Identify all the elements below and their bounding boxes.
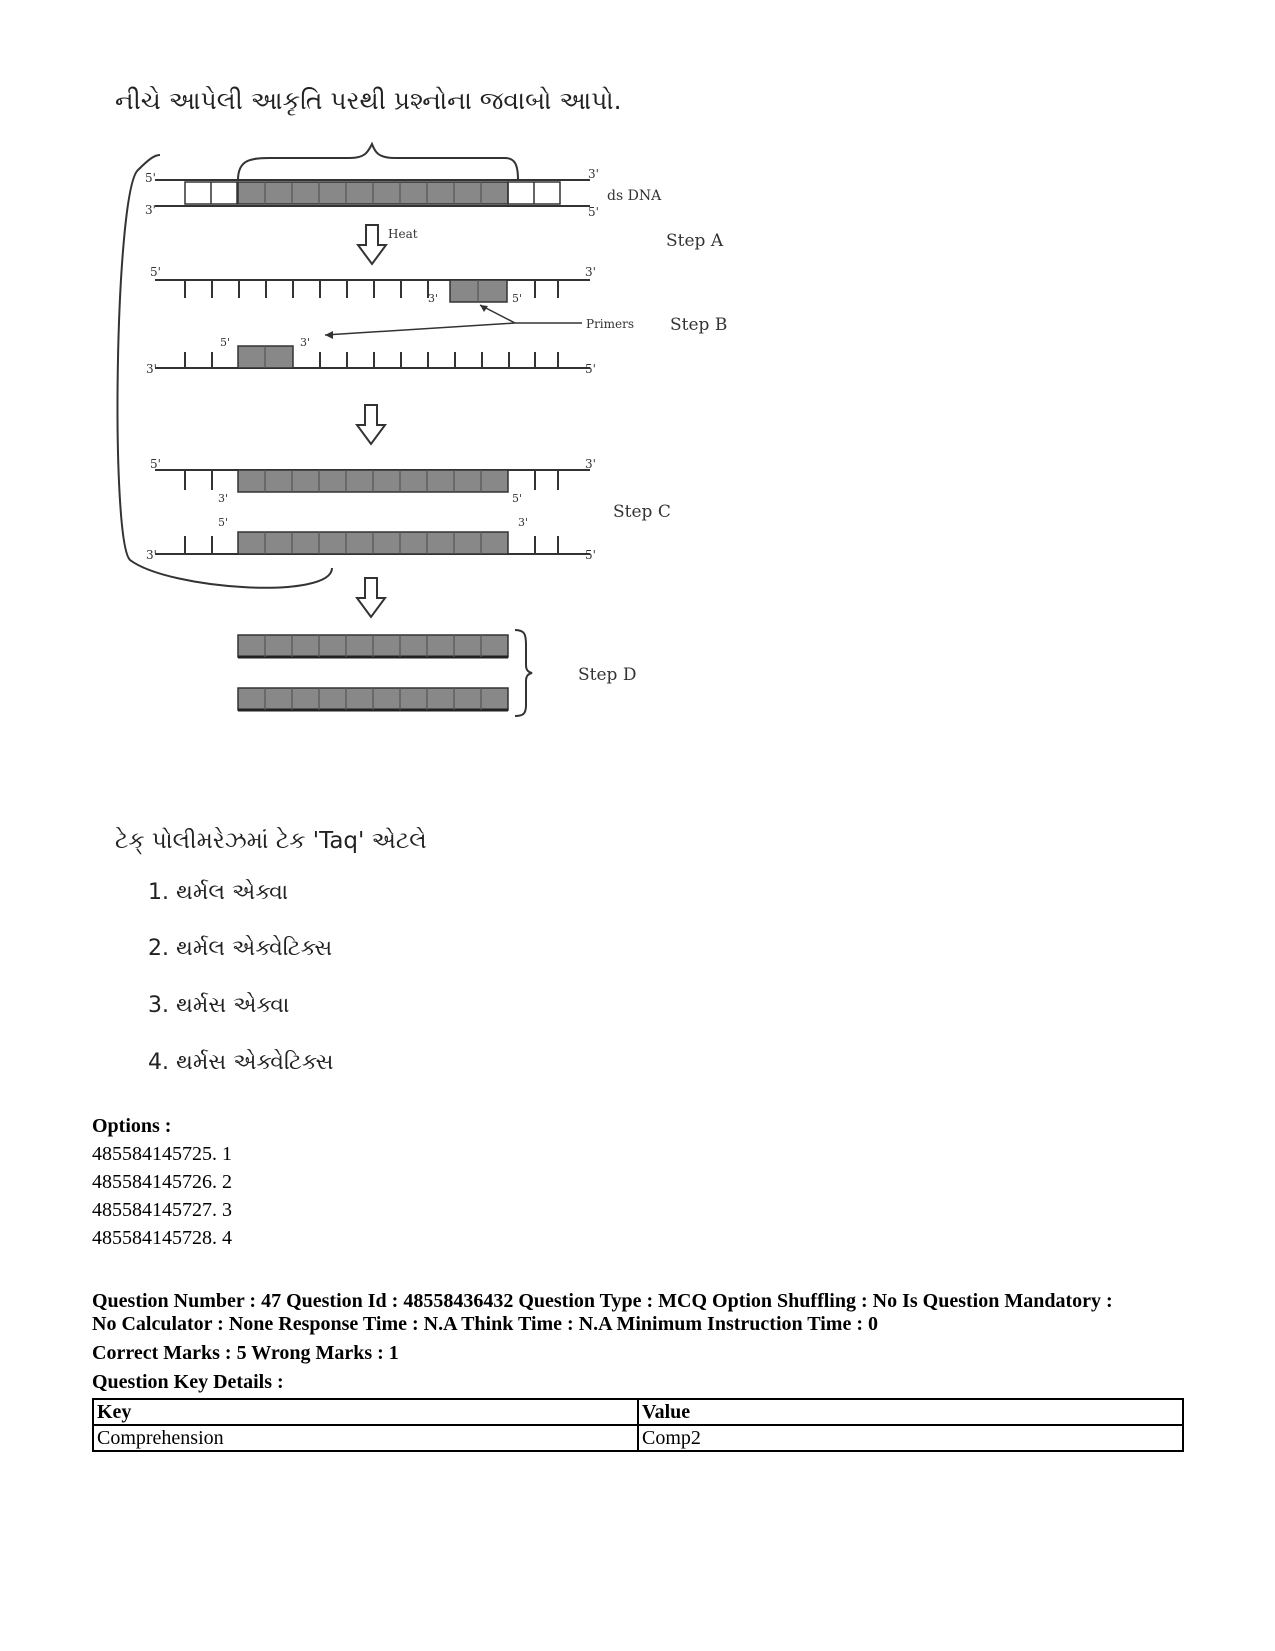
label-5prime-c2: 5' <box>585 362 596 376</box>
label-3prime-d2: 3' <box>218 492 229 505</box>
table-row <box>93 1425 1183 1451</box>
question-meta <box>92 1290 1202 1394</box>
option-item: 485584145726. 2 <box>92 1171 232 1193</box>
label-3prime-a2: 3' <box>588 167 599 181</box>
step-b-label: Step B <box>670 315 728 335</box>
meta-line-1: Question Number : 47 Question Id : 48558436432 Question Type : MCQ Option Shuffling : No Is Question Mandatory : <box>92 1290 1113 1312</box>
top-brace <box>238 144 518 180</box>
option-item: 485584145725. 1 <box>92 1143 232 1165</box>
choice-1: 1. થર્મલ એક્વા <box>148 880 289 905</box>
label-3prime-c2: 3' <box>146 362 157 376</box>
down-arrow-icon-2 <box>357 578 385 617</box>
heat-label: Heat <box>388 227 418 241</box>
choice-4: 4. થર્મસ એક્વેટિક્સ <box>148 1050 334 1075</box>
step-c-lower-strand <box>155 532 590 554</box>
marks-line: Correct Marks : 5 Wrong Marks : 1 <box>92 1342 399 1364</box>
option-item: 485584145727. 3 <box>92 1199 232 1221</box>
single-strand-bottom <box>155 346 590 368</box>
label-5prime-c: 5' <box>220 336 231 349</box>
label-5prime-d2: 5' <box>512 492 523 505</box>
label-3prime-e: 3' <box>518 516 529 529</box>
label-5prime-d: 5' <box>150 457 161 471</box>
options-label: Options : <box>92 1115 172 1137</box>
step-c-label: Step C <box>613 502 671 522</box>
label-3prime-f: 3' <box>146 548 157 562</box>
label-3prime-primer: 3' <box>428 292 439 305</box>
label-5prime-b: 5' <box>150 265 161 279</box>
options-block <box>92 1112 232 1252</box>
step-a-label: Step A <box>666 231 724 251</box>
label-5prime-f: 5' <box>585 548 596 562</box>
label-3prime-c: 3' <box>300 336 311 349</box>
label-3prime-d: 3' <box>585 457 596 471</box>
label-5prime-a2: 5' <box>588 205 599 219</box>
label-3prime-b: 3' <box>585 265 596 279</box>
cell-value: Comp2 <box>638 1425 1183 1451</box>
header-key: Key <box>93 1399 638 1425</box>
ds-dna-label: ds DNA <box>607 188 662 204</box>
meta-line-2: No Calculator : None Response Time : N.A Think Time : N.A Minimum Instruction Time : 0 <box>92 1313 878 1335</box>
heat-arrow-icon <box>358 225 386 264</box>
primers-label: Primers <box>586 317 635 331</box>
ds-dna-strand <box>155 180 590 206</box>
down-arrow-icon <box>357 405 385 444</box>
choice-2: 2. થર્મલ એક્વેટિક્સ <box>148 936 333 961</box>
question-heading: નીચે આપેલી આકૃતિ પરથી પ્રશ્નોના જવાબો આપો. <box>115 86 622 115</box>
step-d-label: Step D <box>578 665 637 685</box>
table-header-row <box>93 1399 1183 1425</box>
cell-key: Comprehension <box>93 1425 638 1451</box>
single-strand-top <box>155 280 590 302</box>
key-details-label: Question Key Details : <box>92 1371 284 1393</box>
label-5prime-e: 5' <box>218 516 229 529</box>
choice-3: 3. થર્મસ એક્વા <box>148 993 290 1018</box>
label-5prime-primer: 5' <box>512 292 523 305</box>
label-3prime-a: 3' <box>145 203 156 217</box>
option-item: 485584145728. 4 <box>92 1227 232 1249</box>
step-c-upper-strand <box>155 470 590 492</box>
header-value: Value <box>638 1399 1183 1425</box>
question-prompt: ટેક્ પોલીમરેઝમાં ટેક 'Taq' એટલે <box>115 828 427 854</box>
key-details-table <box>92 1398 1184 1452</box>
step-d-products <box>238 630 532 716</box>
label-5prime-a: 5' <box>145 171 156 185</box>
pcr-diagram <box>110 130 770 750</box>
